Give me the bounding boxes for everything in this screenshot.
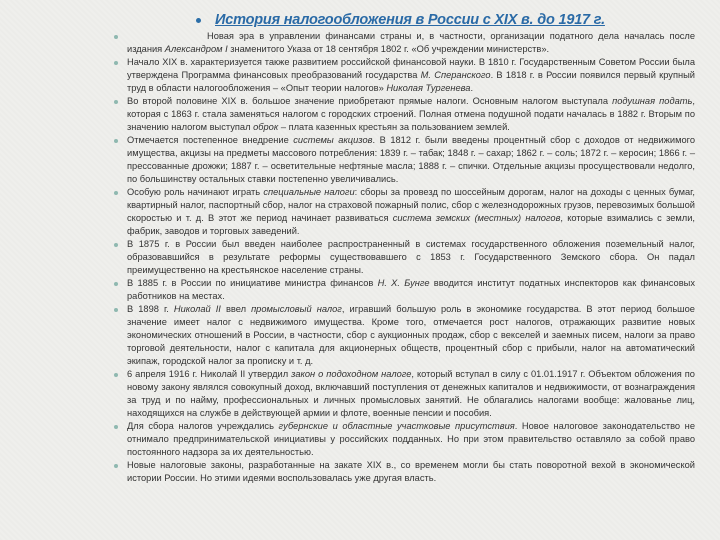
bullet-paragraph [127, 303, 695, 368]
bullet-paragraph [127, 186, 695, 238]
slide-body [127, 30, 695, 485]
emphasized-text: Александром I [164, 44, 228, 54]
paragraph-text: . В 1812 г. были введены процентный сбор с доходов от недвижимого имущества, акцизы на предметы массового потребления: 1839 г. – табак; 1848 г. – сахар; 1862 г. – соль; 1872 г. – керосин; 1866 г. – прессованные дрожжи; 1887 г. – осветительные нефтяные масла; 1888 г. – спички. Отдельные акцизы просуществовали недолго, по большинству остальных ставки постепенно увеличивались. [127, 135, 695, 184]
bullet-paragraph [127, 134, 695, 186]
bullet-paragraph [127, 238, 695, 277]
bullet-icon [114, 61, 118, 65]
emphasized-text: специальные налоги [263, 187, 355, 197]
bullet-icon [114, 139, 118, 143]
paragraph-text: вводится институт податных инспекторов как финансовых работников на местах. [127, 278, 696, 301]
emphasized-text: Николая Тургенева [386, 83, 471, 93]
paragraph-text: Начало XIX в. характеризуется также развитием российской финансовой науки. В 1810 г. Государственным Советом России была утверждена Программа финансовых преобразований государства [127, 57, 695, 80]
bullet-icon [114, 425, 118, 429]
paragraph-text: – плата казенных крестьян за пользованием землей. [278, 122, 510, 132]
paragraph-text: Отмечается постепенное внедрение [127, 135, 294, 145]
bullet-icon [114, 373, 118, 377]
bullet-paragraph [127, 56, 695, 95]
slide-title-row [196, 12, 605, 28]
emphasized-text: губернские и областные участковые присутствия [278, 421, 515, 431]
emphasized-text: закон о подоходном налоге [291, 369, 412, 379]
paragraph-text: ввел [220, 304, 252, 314]
paragraph-text: Особую роль начинают играть [127, 187, 264, 197]
paragraph-text: Новые налоговые законы, разработанные на закате XIX в., со временем могли бы стать поворотной вехой в экономической истории России. Но этими идеями воспользовалась уже другая власть. [127, 460, 695, 483]
bullet-icon [114, 191, 118, 195]
emphasized-text: системы акцизов [293, 135, 373, 145]
bullet-icon [114, 243, 118, 247]
emphasized-text: М. Сперанского [420, 70, 491, 80]
bullet-icon [114, 100, 118, 104]
emphasized-text: промысловый налог [251, 304, 342, 314]
paragraph-text: . В 1818 г. в России появился первый крупный труд в области налогообложения – «Опыт теории налогов» [127, 70, 695, 93]
paragraph-text: знаменитого Указа от 18 сентября 1802 г. «Об учреждении министерств». [227, 44, 550, 54]
bullet-icon [196, 18, 201, 23]
paragraph-text: Новая эра в управлении финансами страны и, в частности, организации податного дела началась после издания [127, 31, 695, 54]
slide-title: История налогообложения в России с XIX в. до 1917 г. [215, 12, 605, 28]
paragraph-text: . Новое налоговое законодательство не отнимало предпринимательской инициативы у российских подданных. Но при этом правительство оставляло за собой право постоянного надзора за их деятельностью. [127, 421, 695, 457]
bullet-icon [114, 464, 118, 468]
paragraph-text: В 1898 г. [127, 304, 174, 314]
bullet-paragraph [127, 420, 695, 459]
paragraph-text: Для сбора налогов учреждались [127, 421, 279, 431]
bullet-icon [114, 308, 118, 312]
bullet-icon [114, 282, 118, 286]
paragraph-text: , игравший большую роль в экономике государства. В этот период большое значение имеет налог с недвижимого имущества. Кроме того, отмечается рост налогов, отражающих развитие новых экономических отношений в России, в частности, сбор с аукционных продаж, сбор с векселей и заемных писем, налоги за право торговой деятельности, налог с капитала для акционерных обществ, процентный сбор с прибыли, налог на автоматический экипаж, городской налог за прописку и т. д. [127, 304, 695, 366]
emphasized-text: оброк [253, 122, 279, 132]
paragraph-text: Во второй половине XIX в. большое значение приобретают прямые налоги. Основным налогом выступала [127, 96, 613, 106]
paragraph-text: : сборы за провезд по шоссейным дорогам, налог на доходы с ценных бумаг, квартирный налог, паспортный сбор, налог на страховой пожарный полис, сбор с железнодорожных грузов, перевозимых большой скоростью и т. д. В этот же период начинает развиваться [127, 187, 696, 223]
bullet-paragraph [127, 368, 695, 420]
paragraph-text: , который вступал в силу с 01.01.1917 г. Объектом обложения по новому закону являлся совокупный доход, включавший поступления от денежных капиталов и недвижимости, от вознаграждения за труд и по найму, профессиональных и личных промысловых занятий. Не облагались налогами вообще: жалованье лиц, находящихся на службе в действующей армии и флоте, военные пенсии и пособия. [127, 369, 695, 418]
paragraph-text: 6 апреля 1916 г. Николай II утвердил [127, 369, 292, 379]
bullet-paragraph [127, 277, 695, 303]
paragraph-text: , которая с 1863 г. стала заменяться налогом с городских строений. Полная отмена подушной подати началась в 1882 г. Вторым по значению налогом выступал [127, 96, 695, 132]
emphasized-text: система земских (местных) налогов [392, 213, 561, 223]
bullet-paragraph [127, 459, 695, 485]
paragraph-text: . [470, 83, 474, 93]
bullet-paragraph [127, 95, 695, 134]
bullet-paragraph [127, 30, 695, 56]
emphasized-text: Николай II [173, 304, 221, 314]
emphasized-text: подушная подать [612, 96, 693, 106]
paragraph-text: В 1875 г. в России был введен наиболее распространенный в системах государственного обложения поземельный налог, образовавшийся в результате реформы существовавшего с 1853 г. Государственного Земского сбора. Он падал преимущественно на крестьянское население страны. [127, 239, 695, 275]
emphasized-text: Н. Х. Бунге [377, 278, 430, 288]
bullet-icon [114, 35, 118, 39]
paragraph-text: , которые взимались с земли, фабрик, заводов и торговых заведений. [127, 213, 695, 236]
paragraph-text: В 1885 г. в России по инициативе министра финансов [127, 278, 378, 288]
